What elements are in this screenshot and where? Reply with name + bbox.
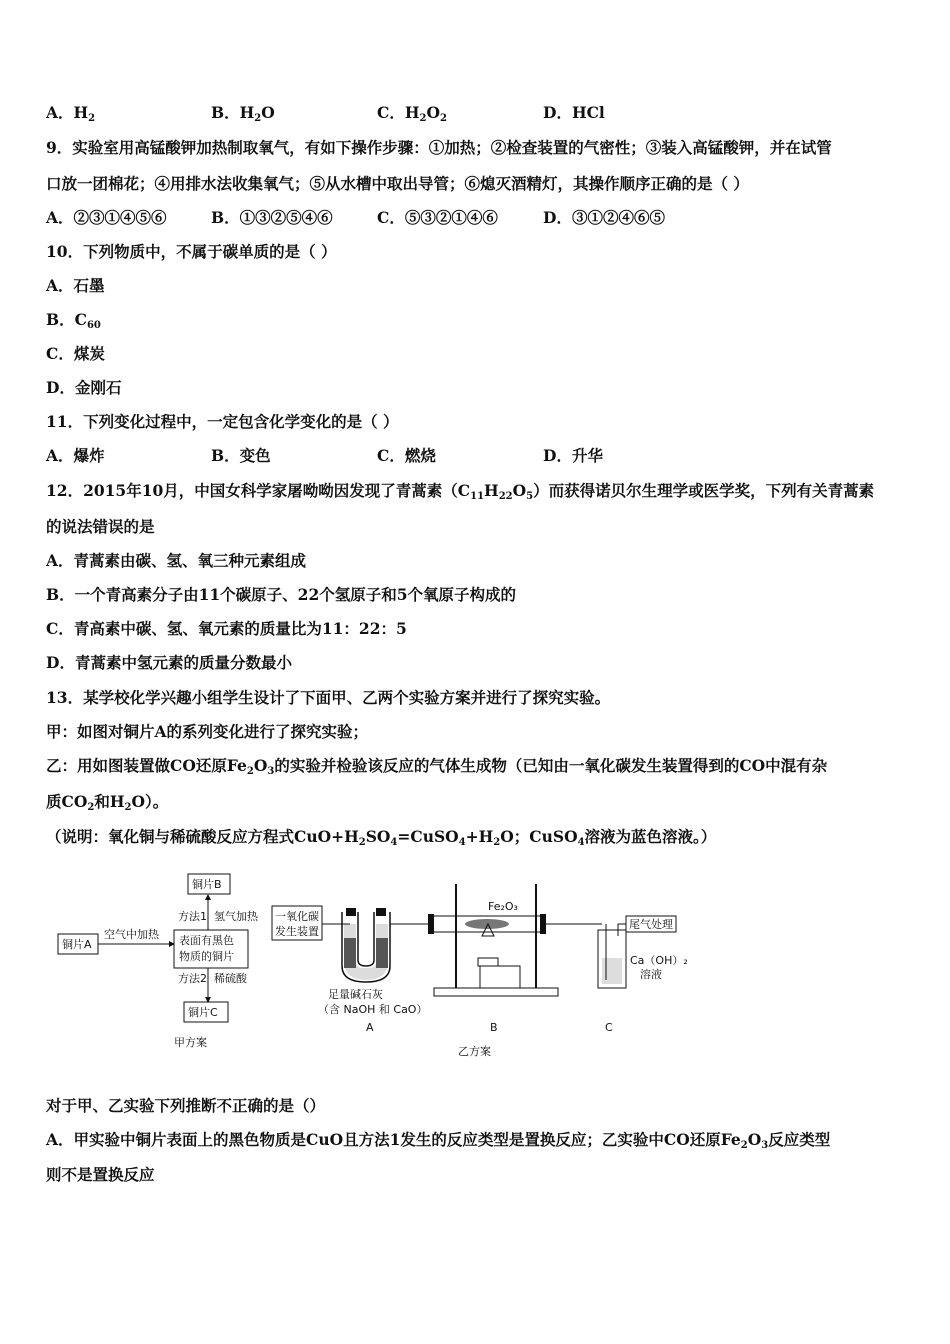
q9-option-c: C．⑤③②①④⑥ xyxy=(377,208,498,227)
caoh2-label-1: Ca（OH）₂ xyxy=(630,954,688,967)
method1-label: 方法1 xyxy=(178,910,207,923)
q13-plan-jia: 甲：如图对铜片A的系列变化进行了探究实验； xyxy=(46,722,369,741)
q8-option-d: D．HCl xyxy=(543,103,605,122)
stand-base xyxy=(434,988,558,996)
q11-option-c: C．燃烧 xyxy=(377,446,436,465)
h2-heat-label: 氢气加热 xyxy=(214,910,258,923)
q13-stem: 13．某学校化学兴趣小组学生设计了下面甲、乙两个实验方案并进行了探究实验。 xyxy=(46,688,611,707)
soda-lime-label-1: 足量碱石灰 xyxy=(328,988,383,1001)
method2-label: 方法2 xyxy=(178,972,207,985)
copper-b-label: 铜片B xyxy=(192,878,222,891)
burner-neck xyxy=(478,958,498,966)
plan-yi-label: 乙方案 xyxy=(458,1045,491,1058)
black-copper-label-2: 物质的铜片 xyxy=(179,950,234,963)
soda-lime-left xyxy=(344,938,356,968)
q13-option-a-line2: 则不是置换反应 xyxy=(46,1165,155,1184)
limewater xyxy=(602,958,622,984)
q13-note: （说明：氧化铜与稀硫酸反应方程式$CuO+H_2SO_4=CuSO_4+H_2O$；CuSO$_4$溶液为蓝色溶液。） xyxy=(46,827,717,848)
q9-stem-line1: 9．实验室用高锰酸钾加热制取氧气，有如下操作步骤：①加热；②检查装置的气密性；③装入高锰酸钾，并在试管 xyxy=(46,138,832,157)
fe2o3-sample xyxy=(465,919,509,929)
q11-option-b: B．变色 xyxy=(211,446,271,465)
q10-option-d: D．金刚石 xyxy=(46,378,122,397)
apparatus-b-label: B xyxy=(490,1021,498,1034)
q12-option-a: A．青蒿素由碳、氢、氧三种元素组成 xyxy=(46,551,307,570)
q12-stem-line2: 的说法错误的是 xyxy=(46,517,155,536)
q13-option-a-line1: A．甲实验中铜片表面上的黑色物质是CuO且方法1发生的反应类型是置换反应；乙实验中CO还原$Fe_2O_3$反应类型 xyxy=(46,1130,831,1151)
soda-lime-right xyxy=(376,938,388,968)
q9-option-a: A．②③①④⑤⑥ xyxy=(46,208,167,227)
q13-plan-yi-line2: 质$CO_2$和$H_2O$）。 xyxy=(46,792,169,813)
q8-option-a: A．$H_2$ xyxy=(46,103,96,124)
q11-option-a: A．爆炸 xyxy=(46,446,105,465)
soda-lime-label-2: （含 NaOH 和 CaO） xyxy=(318,1003,428,1016)
q13-plan-yi-line1: 乙：用如图装置做CO还原$Fe_2O_3$的实验并检验该反应的气体生成物（已知由一氧化碳发生装置得到的CO中混有杂 xyxy=(46,756,828,777)
q9-stem-line2: 口放一团棉花；④用排水法收集氧气；⑤从水槽中取出导管；⑥熄灭酒精灯，其操作顺序正确的是（ ） xyxy=(46,174,749,193)
q8-option-c: C．$H_2O_2$ xyxy=(377,103,447,124)
copper-a-label: 铜片A xyxy=(62,938,92,951)
q12-option-d: D．青蒿素中氢元素的质量分数最小 xyxy=(46,653,292,672)
q11-option-d: D．升华 xyxy=(543,446,603,465)
q9-option-b: B．①③②⑤④⑥ xyxy=(211,208,333,227)
caoh2-label-2: 溶液 xyxy=(640,968,662,981)
q13-question: 对于甲、乙实验下列推断不正确的是（） xyxy=(46,1096,326,1115)
apparatus-a-label: A xyxy=(366,1021,374,1034)
tube-end-left xyxy=(428,914,434,934)
black-copper-label-1: 表面有黑色 xyxy=(179,934,234,947)
co-generator-label-1: 一氧化碳 xyxy=(275,910,319,923)
q12-stem-line1: 12．2015年10月，中国女科学家屠呦呦因发现了青蒿素$(C_{11}H_{22}O_5)$而获得诺贝尔生理学或医学奖，下列有关青蒿素 xyxy=(46,481,875,502)
q9-option-d: D．③①②④⑥⑤ xyxy=(543,208,665,227)
dilute-acid-label: 稀硫酸 xyxy=(214,972,247,985)
tail-gas-label: 尾气处理 xyxy=(629,918,673,931)
u-tube-inner-wall xyxy=(358,912,374,966)
copper-c-label: 铜片C xyxy=(188,1006,218,1019)
apparatus-c-label: C xyxy=(605,1021,613,1034)
q12-option-c: C．青高素中碳、氢、氧元素的质量比为11：22：5 xyxy=(46,619,407,638)
co-generator-label-2: 发生装置 xyxy=(275,925,319,938)
q10-option-b: B．$C_{60}$ xyxy=(46,310,101,331)
air-heat-label: 空气中加热 xyxy=(104,928,159,941)
q10-stem: 10．下列物质中，不属于碳单质的是（ ） xyxy=(46,242,337,261)
q10-option-a: A．石墨 xyxy=(46,276,105,295)
experiment-diagram xyxy=(50,862,690,1062)
q10-option-c: C．煤炭 xyxy=(46,344,105,363)
q8-option-b: B．$H_2O$ xyxy=(211,103,275,124)
q12-option-b: B．一个青高素分子由11个碳原子、22个氢原子和5个氧原子构成的 xyxy=(46,585,517,604)
plan-jia-label: 甲方案 xyxy=(174,1036,207,1049)
stopper-right xyxy=(376,908,386,916)
alcohol-lamp xyxy=(480,966,520,988)
fe2o3-label: Fe₂O₃ xyxy=(488,900,518,913)
q11-stem: 11．下列变化过程中，一定包含化学变化的是（ ） xyxy=(46,412,399,431)
stopper-left xyxy=(346,908,356,916)
